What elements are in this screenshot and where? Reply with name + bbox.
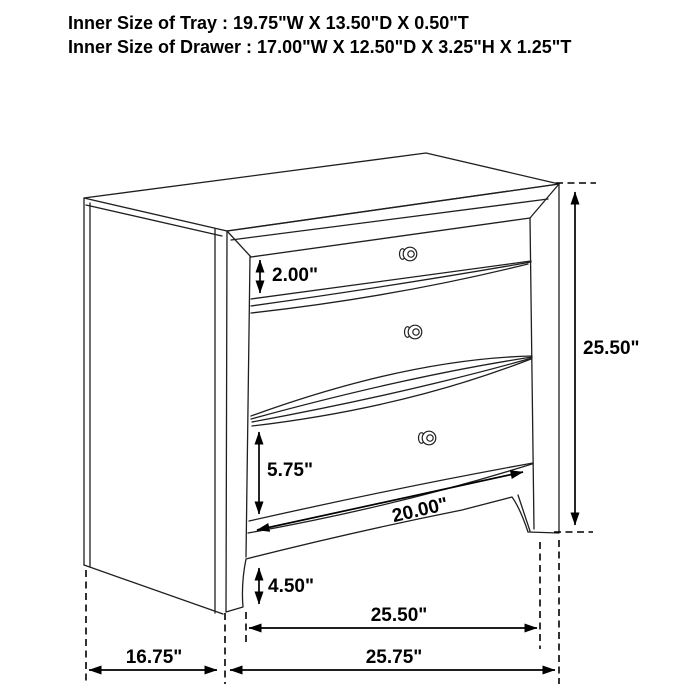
top-face-edge-line <box>86 205 222 236</box>
header <box>68 13 571 57</box>
drawer-gap-2 <box>251 356 532 426</box>
dim-label-side-depth: 16.75" <box>125 647 183 668</box>
drawer-knob-2 <box>405 325 422 339</box>
dim-label-overall-height: 25.50" <box>583 338 640 359</box>
dim-top-drawer-height <box>260 260 318 293</box>
dim-base-height <box>259 568 314 604</box>
dim-label-drawer-front-width: 20.00" <box>390 493 451 528</box>
dim-bottom-drawer-height <box>259 432 313 514</box>
drawer-size-text: Inner Size of Drawer : 17.00"W X 12.50"D X 3.25"H X 1.25"T <box>68 37 572 57</box>
dim-side-depth <box>86 570 217 684</box>
drawer-knob-1 <box>400 247 417 261</box>
drawer-1 <box>251 218 531 299</box>
dim-overall-height <box>554 183 640 532</box>
drawer-knob-3 <box>419 431 436 445</box>
dim-label-bottom-drawer-height: 5.75" <box>267 460 313 481</box>
dim-label-top-drawer-height: 2.00" <box>272 265 318 286</box>
front-face <box>226 184 559 612</box>
dim-label-overall-width: 25.75" <box>365 647 423 668</box>
nightstand-drawing <box>84 153 559 614</box>
dim-label-base-height: 4.50" <box>268 576 314 597</box>
top-face <box>84 153 559 231</box>
dim-label-front-width: 25.50" <box>370 605 428 626</box>
side-panel <box>84 198 223 614</box>
dimension-annotations <box>86 183 640 684</box>
tray-size-text: Inner Size of Tray : 19.75"W X 13.50"D X 0.50"T <box>68 13 469 33</box>
front-right-leg <box>518 495 530 531</box>
